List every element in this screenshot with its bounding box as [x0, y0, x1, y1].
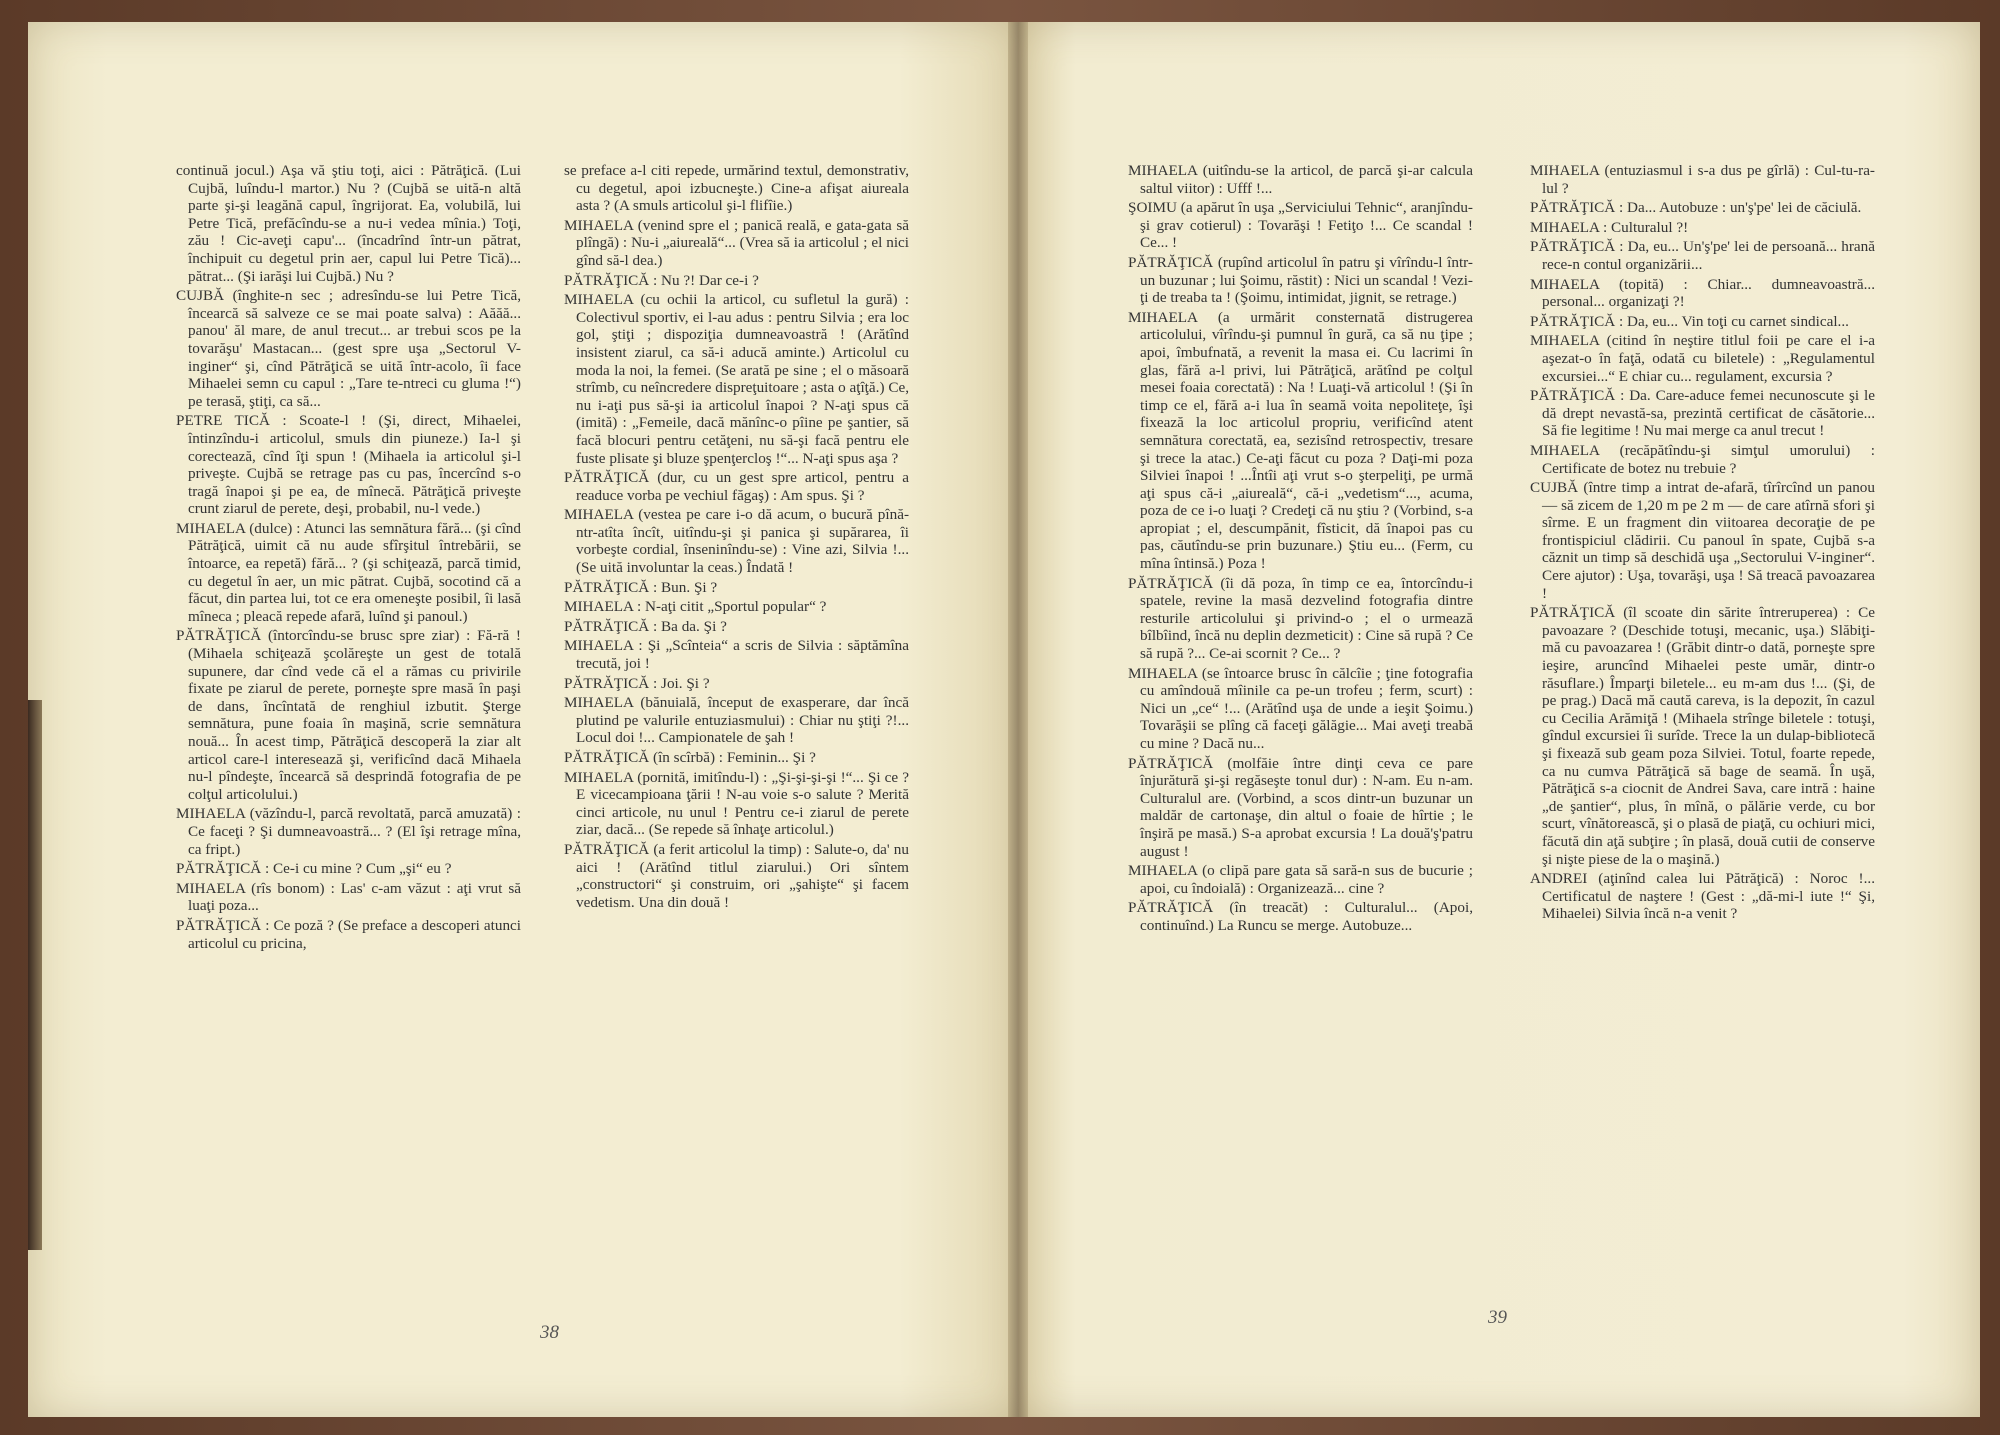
dialogue-paragraph: MIHAELA : N-aţi citit „Sportul popular“ ? [564, 598, 827, 616]
dialogue-paragraph: PĂTRĂŢICĂ : Da... Autobuze : un'ş'pe' lei de căciulă. [1530, 199, 1862, 217]
dialogue-paragraph: CUJBĂ (între timp a intrat de-afară, tîrîrcînd un panou — să zicem de 1,20 m pe 2 m — de care atîrnă sfori şi sîrme. E un fragment din viitoarea decoraţie de pe frontispiciul clădirii. Cu panoul în spate, Cujbă s-a căznit un timp să deschidă uşa „Sectorului V-inginer“. Cere ajutor) : Uşa, tovarăşi, uşa ! Să treacă pavoazarea ! [1530, 479, 1875, 602]
dialogue-paragraph: PĂTRĂŢICĂ (a ferit articolul la timp) : Salute-o, da' nu aici ! (Arătînd titlul ziarului.) Ori sîntem „constructori“ şi construim, ori „şahişte“ şi facem vedetism. Una din două ! [564, 840, 909, 911]
dialogue-paragraph: MIHAELA (a urmărit consternată distrugerea articolului, vîrîndu-şi pumnul în gură, ca să nu ţipe ; apoi, îmbufnată, a revenit la masa ei. Cu lacrimi în glas, fără a-l privi, lui Pătrăţică, arătînd pe colţul mesei foaia corectată) : Na ! Luaţi-vă articolul ! (Şi în timp ce el, fără a-i lua în seamă voita nepoliteţe, îşi fixează la loc articolul propriu, verificînd atent semnătura corectată, ea, sezisînd retrospectiv, tresare şi trece la atac.) Ce-aţi făcut cu poza ? Daţi-mi poza Silviei înapoi ! ...Întîi aţi vrut s-o şterpeliţi, pe urmă aţi spus că-i „aiureală“, că-i „vedetism“..., acuma, poza de ce i-o luaţi ? Credeţi că nu ştiu ? (Vorbind, s-a apropiat ; el, descumpănit, fîsticit, dă înapoi pas cu pas, căutîndu-se prin buzunare.) Ştiu eu... (Ferm, cu mîna întinsă.) Poza ! [1128, 308, 1473, 573]
dialogue-paragraph: MIHAELA (o clipă pare gata să sară-n sus de bucurie ; apoi, cu îndoială) : Organizează... cine ? [1128, 862, 1473, 897]
dialogue-paragraph: MIHAELA : Culturalul ?! [1530, 218, 1689, 236]
dialogue-paragraph: PĂTRĂŢICĂ : Da, eu... Vin toţi cu carnet sindical... [1530, 312, 1849, 330]
dialogue-paragraph: PĂTRĂŢICĂ (în treacăt) : Culturalul... (Apoi, continuînd.) La Runcu se merge. Autobuze... [1128, 899, 1473, 934]
dialogue-paragraph: MIHAELA (rîs bonom) : Las' c-am văzut : aţi vrut să luaţi poza... [176, 879, 521, 915]
dialogue-paragraph: PĂTRĂŢICĂ (întorcîndu-se brusc spre ziar) : Fă-ră ! (Mihaela schiţează şcolăreşte un gest de totală supunere, dar cînd vede că el a rămas cu privirile fixate pe ziarul de perete, porneşte spre masă în paşi de dans, încîntată de renghiul izbutit. Şterge semnătura, pune foaia în maşină, scrie semnătura nouă... În acest timp, Pătrăţică descoperă la ziar alt articol care-l interesează şi, verificînd dacă Mihaela nu-l pîndeşte, încearcă să desprindă fotografia de pe colţul articolului.) [176, 627, 521, 803]
dialogue-paragraph: CUJBĂ (înghite-n sec ; adresîndu-se lui Petre Tică, încearcă să salveze ce se mai poate salva) : Aăăă... panou' ăl mare, de anul trecut... ar trebui scos pe la tovarăşu' Mastacan... (gest spre uşa „Sectorul V-inginer“ şi, cînd Pătrăţică se uită într-acolo, îi face Mihaelei semn cu capul : „Tare te-ntreci cu gluma !“) pe terasă, ştiţi, ca să... [176, 287, 521, 410]
dialogue-paragraph: PĂTRĂŢICĂ (îi dă poza, în timp ce ea, întorcîndu-i spatele, revine la masă dezvelind fotografia dintre resturile articolului şi privind-o ; el o urmează bîlbîind, încă nu deplin dezmeticit) : Cine să rupă ? Ce să rupă ?... Ce-ai scornit ? Ce... ? [1128, 574, 1473, 663]
right-column-1 [1128, 162, 1473, 937]
page-edge-shadow [28, 700, 42, 1250]
dialogue-paragraph: PĂTRĂŢICĂ : Nu ?! Dar ce-i ? [564, 271, 759, 289]
dialogue-paragraph: MIHAELA (bănuială, început de exasperare, dar încă plutind pe valurile entuziasmului) : Chiar nu ştiţi ?!... Locul doi !... Campionatele de şah ! [564, 694, 909, 747]
dialogue-paragraph: ŞOIMU (a apărut în uşa „Serviciului Tehnic“, aranjîndu-şi grav cotierul) : Tovarăşi ! Fetiţo !... Ce scandal ! Ce... ! [1128, 199, 1473, 252]
dialogue-paragraph: MIHAELA : Şi „Scînteia“ a scris de Silvia : săptămîna trecută, joi ! [564, 637, 909, 673]
dialogue-paragraph: MIHAELA (topită) : Chiar... dumneavoastră... personal... organizaţi ?! [1530, 275, 1875, 311]
dialogue-paragraph: MIHAELA (pornită, imitîndu-l) : „Şi-şi-şi-şi !“... Şi ce ? E vicecampioana ţării ! N-au voie s-o salute ? Merită cinci articole, nu unul ! Pentru ce-i ziarul de perete ziar, dacă... (Se repede să înhaţe articolul.) [564, 768, 909, 839]
dialogue-paragraph: PĂTRĂŢICĂ (îl scoate din sărite întreruperea) : Ce pavoazare ? (Deschide totuşi, mecanic, uşa.) Slăbiţi-mă cu pavoazarea ! (Grăbit dintr-o dată, porneşte spre ieşire, aruncînd Mihaelei peste umăr, dintr-o răsuflare.) Împarţi biletele... eu m-am dus !... (Şi, de pe prag.) Dacă mă caută careva, is la depozit, în cazul cu Cecilia Arămiţă ! (Mihaela strînge biletele : totuşi, gîndul excursiei îi surîde. Trece la un dulap-bibliotecă şi fixează sub geam poza Silviei. Totul, foarte repede, ca nu cumva Pătrăţică să bage de seamă. În uşă, Pătrăţică s-a ciocnit de Andrei Sava, care intră : haine „de şantier“, plus, în mînă, o pălărie verde, cu bor scurt, vînătorească, şi o plasă de piaţă, cu ochiuri mici, făcută din aţă subţire ; în plasă, două cutii de conserve şi nişte piese de la o maşină.) [1530, 604, 1875, 868]
dialogue-paragraph: PĂTRĂŢICĂ : Da. Care-aduce femei necunoscute şi le dă drept nevastă-sa, prezintă certificat de căsătorie... Să fie legitime ! Nu mai merge ca anul trecut ! [1530, 387, 1875, 440]
dialogue-paragraph: PETRE TICĂ : Scoate-l ! (Şi, direct, Mihaelei, întinzîndu-i articolul, smuls din piuneze.) Ia-l şi corectează, cînd îţi spun ! (Mihaela ia articolul şi-l priveşte. Cujbă se retrage pas cu pas, încercînd s-o tragă înapoi şi pe ea, de mînecă. Pătrăţică priveşte crunt ziarul de perete, deşi, probabil, nu-l vede.) [176, 412, 521, 518]
dialogue-paragraph: MIHAELA (entuziasmul i s-a dus pe gîrlă) : Cul-tu-ra-lul ? [1530, 162, 1875, 197]
dialogue-paragraph: PĂTRĂŢICĂ : Ce poză ? (Se preface a descoperi atunci articolul cu pricina, [176, 916, 521, 952]
book-gutter [1008, 22, 1028, 1417]
page-number-right: 39 [1488, 1307, 1507, 1328]
dialogue-paragraph: PĂTRĂŢICĂ : Ba da. Şi ? [564, 617, 727, 635]
dialogue-paragraph: MIHAELA (se întoarce brusc în călcîie ; ţine fotografia cu amîndouă mîinile ca pe-un trofeu ; ferm, scurt) : Nici un „ce“ !... (Arătînd uşa de unde a ieşit Şoimu.) Tovarăşii se plîng că faceţi gălăgie... Mai aveţi treabă cu mine ? Dacă nu... [1128, 664, 1473, 752]
dialogue-paragraph: MIHAELA (vestea pe care i-o dă acum, o bucură pînă-ntr-atîta încît, uitîndu-şi şi panica şi supărarea, îi vorbeşte cordial, înseninîndu-se) : Vine azi, Silvia !... (Se uită involuntar la ceas.) Îndată ! [564, 506, 909, 577]
dialogue-paragraph: MIHAELA (uitîndu-se la articol, de parcă şi-ar calcula saltul viitor) : Ufff !... [1128, 162, 1473, 197]
left-column-1 [176, 162, 521, 954]
dialogue-paragraph: MIHAELA (văzîndu-l, parcă revoltată, parcă amuzată) : Ce faceţi ? Şi dumneavoastră... ? (El îşi retrage mîna, ca fript.) [176, 805, 521, 858]
dialogue-paragraph: PĂTRĂŢICĂ (în scîrbă) : Feminin... Şi ? [564, 749, 816, 766]
dialogue-paragraph: MIHAELA (recăpătîndu-şi simţul umorului) : Certificate de botez nu trebuie ? [1530, 441, 1875, 477]
dialogue-paragraph: PĂTRĂŢICĂ : Bun. Şi ? [564, 578, 718, 596]
dialogue-paragraph: continuă jocul.) Aşa vă ştiu toţi, aici : Pătrăţică. (Lui Cujbă, luîndu-l martor.) Nu ? (Cujbă se uită-n altă parte şi-şi leagănă capul, îngrijorat. Ea, volubilă, lui Petre Tică, prefăcîndu-se a nu-i vedea mînia.) Toţi, zău ! Cic-aveţi capu'... (încadrînd într-un pătrat, închipuit cu degetul prin aer, capul lui Petre Tică)... pătrat... (Şi iarăşi lui Cujbă.) Nu ? [176, 162, 521, 285]
dialogue-paragraph: PĂTRĂŢICĂ : Da, eu... Un'ş'pe' lei de persoană... hrană rece-n contul organizării... [1530, 238, 1875, 273]
dialogue-paragraph: se preface a-l citi repede, urmărind textul, demonstrativ, cu degetul, apoi izbucneşte.) Cine-a afişat aiureala asta ? (A smuls articolul şi-l flifîie.) [564, 162, 909, 215]
left-column-2 [564, 162, 909, 913]
dialogue-paragraph: PĂTRĂŢICĂ (molfăie între dinţi ceva ce pare înjurătură şi-şi regăseşte tonul dur) : N-am. Eu n-am. Culturalul are. (Vorbind, a scos dintr-un buzunar un maldăr de cartonaşe, din altul o foaie de hîrtie ; le înşiră pe masă.) S-a aprobat excursia ! La două'ş'patru august ! [1128, 754, 1473, 860]
dialogue-paragraph: MIHAELA (venind spre el ; panică reală, e gata-gata să plîngă) : Nu-i „aiureală“... (Vrea să ia articolul ; el nici gînd să-l dea.) [564, 216, 909, 269]
dialogue-paragraph: MIHAELA (citind în neştire titlul foii pe care el i-a aşezat-o în faţă, odată cu biletele) : „Regulamentul excursiei...“ E chiar cu... regulament, excursia ? [1530, 332, 1875, 385]
page-number-left: 38 [540, 1322, 559, 1343]
dialogue-paragraph: MIHAELA (cu ochii la articol, cu sufletul la gură) : Colectivul sportiv, ei l-au adus : pentru Silvia ; era loc gol, ştiţi ; dispoziţia dumneavoastră ! (Arătînd insistent ziarul, ca să-i aducă aminte.) Articolul cu moda la noi, la femei. (Se arată pe sine ; el o măsoară strîmb, cu neîncredere dispreţuitoare ; asta o aţîţă.) Ce, nu i-aţi pus să-şi ia articolul înapoi ? N-aţi spus că (imită) : „Femeile, dacă mănînc-o pîine pe şantier, să facă blocuri pentru cetăţeni, nu să-şi facă pentru ele fuste plisate şi bluze şpenţercloş !“... N-aţi spus aşa ? [564, 291, 909, 467]
dialogue-paragraph: ANDREI (aţinînd calea lui Pătrăţică) : Noroc !... Certificatul de naştere ! (Gest : „dă-mi-l iute !“ Şi, Mihaelei) Silvia încă n-a venit ? [1530, 870, 1875, 923]
dialogue-paragraph: MIHAELA (dulce) : Atunci las semnătura fără... (şi cînd Pătrăţică, uimit că nu aude sfîrşitul întrebării, se întoarce, ea repetă) fără... ? (şi schiţează, parcă timid, cu degetul în aer, un mic pătrat. Cujbă, socotind că a făcut, din partea lui, tot ce era omeneşte posibil, îi lasă mîneca ; pleacă repede afară, luînd şi panoul.) [176, 519, 521, 625]
right-column-2 [1530, 162, 1875, 925]
left-page [28, 22, 1018, 1417]
dialogue-paragraph: PĂTRĂŢICĂ : Ce-i cu mine ? Cum „şi“ eu ? [176, 860, 452, 878]
right-page [1018, 22, 1980, 1417]
dialogue-paragraph: PĂTRĂŢICĂ (rupînd articolul în patru şi vîrîndu-l într-un buzunar ; lui Şoimu, răstit) : Nici un scandal ! Vezi-ţi de treaba ta ! (Şoimu, intimidat, jignit, se retrage.) [1128, 253, 1473, 307]
dialogue-paragraph: PĂTRĂŢICĂ : Joi. Şi ? [564, 674, 710, 692]
dialogue-paragraph: PĂTRĂŢICĂ (dur, cu un gest spre articol, pentru a readuce vorba pe vechiul făgaş) : Am spus. Şi ? [564, 469, 909, 504]
